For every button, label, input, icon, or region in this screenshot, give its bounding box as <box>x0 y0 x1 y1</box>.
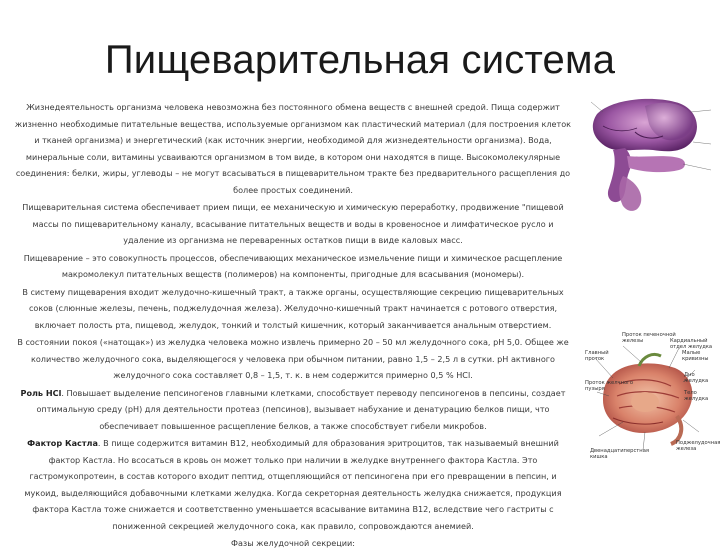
label-pancreas: Поджелудочная железа <box>676 440 720 452</box>
term-castle-factor: Фактор Кастла <box>27 438 98 448</box>
hcl-text: . Повышает выделение пепсиногенов главными клетками, способствует переводу пепсиногенов в пепсины, создает оптимальную среду (pH) для деятельности протеаз (пепсинов), вызывает набухание и денатурацию белков пищи, что обеспечивает повышенное расщепление белков, а также способствует гибели микробов. <box>36 387 566 431</box>
paragraph-phases: Фазы желудочной секреции: <box>230 538 356 548</box>
term-hcl: Роль HCl <box>20 387 62 398</box>
castle-factor-text: . В пище содержится витамин B12, необходимый для образования эритроцитов, так называемый внешний фактор Кастла. Но всосаться в кровь он может только при наличии в желудке внутреннего фактора Кастла. Это гастромукопротеин, в состав которого входит пептид, отщепляющийся от пепсиногена при его превращении в пепсин, и мукоид, выделяющийся добавочными клетками желудка. Когда секреторная деятельность желудка снижается, продукция фактора Кастла тоже снижается и соответственно уменьшается всасывание витамина B12, вследствие чего гастриты с пониженной секрецией желудочного сока, как правило, сопровождаются анемией. <box>24 438 562 531</box>
label-cardiac-stomach: Кардиальный отдел желудка <box>670 338 713 350</box>
label-hepatic-duct: Проток печеночной железы <box>622 332 676 344</box>
label-duodenum: Двенадцатиперстная кишка <box>590 448 650 460</box>
paragraph-gastric-juice: В состоянии покоя («натощак») из желудка человека можно извлечь примерно 20 – 50 мл желудочного сока, pH 5,0. Общее же количество желудочного сока, выделяющегося у человека при обычном питании, равно 1,5 – 2,5 л в сутки. pH активного желудочного сока составляет 0,8 – 1,5, т. к. в нем содержится примерно 0,5 % HCl. <box>17 337 569 380</box>
paragraph-intro: Жизнедеятельность организма человека невозможна без постоянного обмена веществ с внешней средой. Пища содержит жизненно необходимые питательные вещества, используемые организмом как пластический материал (для построения клеток и тканей организма) и энергетический (как источник энергии, необходимой для жизнедеятельности организма). Вода, минеральные соли, витамины усваиваются организмом в том виде, в котором они находятся в пище. Высокомолекулярные соединения: белки, жиры, углеводы – не могут всасываться в пищеварительном тракте без предварительного расщепления до более простых соединений. <box>14 102 572 195</box>
paragraph-castle-factor <box>12 435 574 534</box>
paragraph-hcl <box>12 385 574 435</box>
page-title: Пищеварительная система <box>104 38 616 82</box>
paragraph-function: Пищеварительная система обеспечивает прием пищи, ее механическую и химическую переработку, продвижение "пищевой массы по пищеварительному каналу, всасывание питательных веществ и воды в кровеносное и лимфатическое русло и удаление из организма не переваренных остатков пищи в виде каловых масс. <box>22 202 564 245</box>
article-body <box>12 99 574 553</box>
digestive-organs-illustration <box>583 92 715 222</box>
paragraph-structure: В систему пищеварения входит желудочно-кишечный тракт, а также органы, осуществляющие секрецию пищеварительных соков (слюнные железы, печень, поджелудочная железа). Желудочно-кишечный тракт начинается с ротового отверстия, включает полость рта, пищевод, желудок, тонкий и толстый кишечник, который заканчивается анальным отверстием. <box>22 286 564 330</box>
label-main-duct: Главный проток <box>585 350 609 362</box>
label-lesser-curvature: Малые кривизны <box>682 350 709 362</box>
label-stomach-body: Тело желудка <box>684 390 709 402</box>
label-gallbladder-duct: Проток желчного пузыря <box>585 380 634 392</box>
paragraph-definition: Пищеварение – это совокупность процессов, обеспечивающих механическое измельчение пищи и химическое расщепление макромолекул питательных веществ (полимеров) на компоненты, пригодные для всасывания (мономеры). <box>23 252 563 279</box>
label-stomach-fundus: Дно желудка <box>684 372 709 384</box>
